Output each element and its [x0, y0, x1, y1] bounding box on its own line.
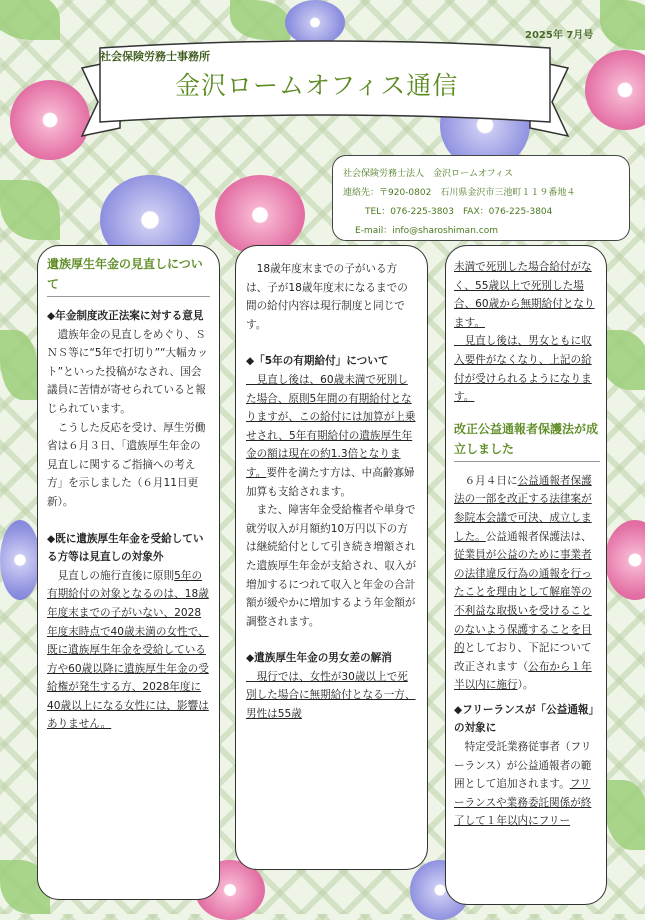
text-run: 要件を満たす方は、中高齢寡婦加算も支給されます。: [246, 466, 415, 498]
morning-glory-decoration: [585, 50, 645, 130]
article-title: 改正公益通報者保護法が成立しました: [454, 419, 600, 462]
underlined-text: 現行では、女性が30歳以上で死別した場合に無期給付となる一方、男性は55歳: [246, 670, 416, 721]
text-run: 特定受託業務従事者（フリーランス）が公益通報者の範囲として追加されます。: [454, 741, 592, 791]
underlined-text: 従業員が公益のために事業者の法律違反行為の通報を行ったことを理由として解雇等の不利益な取扱いを受けることのないよう保護することを目的: [454, 549, 592, 655]
subheading: ◆フリーランスが「公益通報」の対象に: [454, 703, 600, 735]
company-name: 社会保険労務士法人 金沢ロームオフィス: [343, 169, 514, 179]
paragraph: [47, 567, 210, 734]
leaf-decoration: [0, 330, 38, 400]
contact-phone: TEL：076-225-3803 FAX：076-225-3804: [365, 207, 553, 217]
morning-glory-decoration: [215, 175, 305, 255]
leaf-decoration: [600, 0, 645, 50]
paragraph: 遺族年金の見直しをめぐり、ＳＮＳ等に“5年で打切り”“大幅カット”といった投稿がなされ、国会議員に苦情が寄せられていると報じられています。: [47, 328, 208, 415]
paragraph: [246, 371, 417, 501]
underlined-text: 未満で死別した場合給付がなく、55歳以上で死別した場合、60歳から無期給付となります。: [454, 261, 595, 329]
contact-address: 連絡先：〒920-0802 石川県金沢市三池町１１９番地４: [343, 188, 576, 198]
underlined-text: 公益通報者保護法の一部を改正する法律案が参院本会議で可決、成立しました。: [454, 474, 592, 543]
text-run: ６月４日に: [454, 474, 518, 487]
underlined-text: 5年の有期給付の対象となるのは、18歳年度末までの子がいない、2028年度末時点で40歳未満の女性で、既に遺族厚生年金を受給している方や60歳以降に遺族厚生年金の受給権が発生する方、2028年度に40歳以上になる女性には、影響はありません。: [47, 569, 209, 731]
subheading: ◆「5年の有期給付」について: [246, 355, 389, 368]
paragraph: こうした反応を受け、厚生労働省は６月３日、「遺族厚生年金の見直しに関するご指摘への考え方」を示しました（６月11日更新）。: [47, 421, 206, 508]
issue-date: 2025年 7月号: [525, 30, 594, 41]
underlined-text: 公布から１年半以内に施行: [454, 660, 592, 692]
leaf-decoration: [0, 180, 60, 240]
paragraph: 18歳年度末までの子がいる方は、子が18歳年度末になるまでの間の給付内容は現行制度と同じです。: [246, 263, 408, 331]
underlined-text: 見直し後は、男女ともに収入要件がなくなり、上記の給付が受けられるようになります。: [454, 335, 592, 404]
leaf-decoration: [230, 0, 290, 40]
leaf-decoration: [605, 780, 645, 850]
morning-glory-decoration: [285, 0, 345, 45]
text-run: 見直しの施行直後に原則: [47, 569, 175, 582]
morning-glory-decoration: [605, 520, 645, 600]
subheading: ◆遺族厚生年金の男女差の解消: [246, 652, 392, 665]
paragraph: [454, 472, 600, 695]
contact-box: [332, 155, 630, 241]
contact-email: E-mail：info@sharoshiman.com: [355, 226, 498, 236]
morning-glory-decoration: [0, 520, 40, 600]
underlined-text: フリーランスや業務委託関係が終了して１年以内にフリー: [454, 778, 592, 828]
underlined-text: 見直し後は、60歳未満で死別した場合、原則5年間の有期給付となりますが、この給付には加算が上乗せされ、5年有期給付の遺族厚生年金の額は現在の約1.3倍となります。: [246, 373, 416, 479]
office-label: 社会保険労務士事務所: [100, 50, 210, 63]
article-column-3: [445, 245, 607, 905]
article-title: 遺族厚生年金の見直しについて: [47, 254, 210, 297]
leaf-decoration: [0, 0, 60, 40]
paragraph: [454, 738, 600, 831]
text-run: としており、下記について改正されます（: [454, 642, 592, 673]
subheading: ◆年金制度改正法案に対する意見: [47, 310, 204, 322]
article-column-1: [37, 245, 220, 900]
text-run: 公益通報者保護法は、: [485, 530, 592, 543]
morning-glory-decoration: [10, 80, 90, 160]
text-run: ）。: [517, 679, 534, 692]
paragraph: また、障害年金受給権者や単身で就労収入が月額約10万円以下の方は継続給付として引き続き増額された遺族厚生年金が支給され、収入が増加するにつれて収入と年金の合計額が緩やかに増加するよう年金額が調整されます。: [246, 504, 417, 628]
article-column-2: [235, 245, 428, 870]
subheading: ◆既に遺族厚生年金を受給している方等は見直しの対象外: [47, 532, 204, 564]
newsletter-title: 金沢ロームオフィス通信: [175, 71, 459, 100]
